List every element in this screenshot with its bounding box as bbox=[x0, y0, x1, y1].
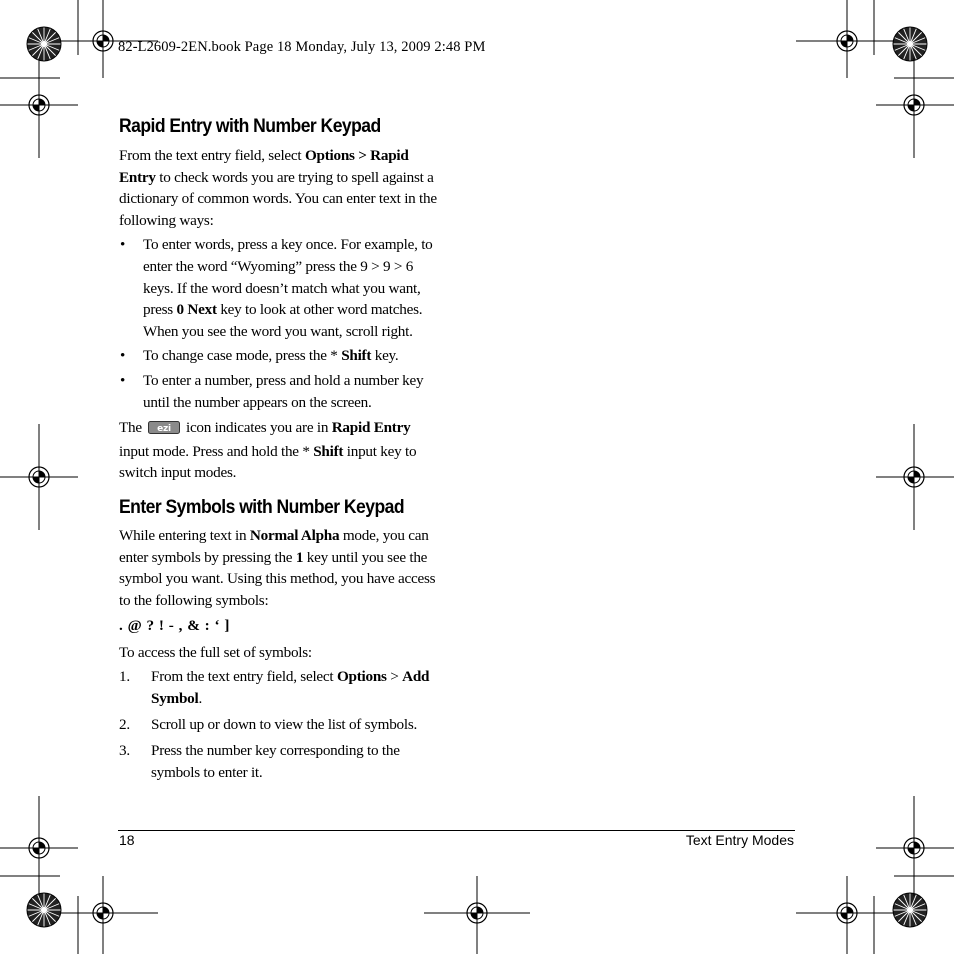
section-heading-rapid-entry: Rapid Entry with Number Keypad bbox=[119, 115, 381, 137]
step-item bbox=[119, 740, 441, 783]
step-text: . bbox=[198, 690, 202, 708]
note-text: The bbox=[119, 419, 146, 437]
page-number: 18 bbox=[119, 832, 135, 848]
mode-name: Normal Alpha bbox=[249, 526, 340, 544]
step-item bbox=[119, 666, 441, 709]
step-text: Scroll up or down to view the list of symbols. bbox=[151, 716, 418, 734]
footer-rule bbox=[118, 830, 795, 831]
ezi-icon bbox=[148, 419, 180, 441]
intro-text: to check words you are trying to spell against a dictionary of common words. You can enter text in the following ways: bbox=[119, 168, 437, 229]
intro-text: While entering text in bbox=[119, 526, 250, 544]
menu-item-name: Add Symbol bbox=[151, 668, 430, 708]
access-text: To access the full set of symbols: bbox=[119, 643, 312, 661]
rapid-entry-bullets bbox=[119, 234, 441, 413]
section-heading-symbols: Enter Symbols with Number Keypad bbox=[119, 495, 405, 518]
main-content bbox=[119, 113, 441, 788]
step-item bbox=[119, 714, 441, 736]
bullet-text: key to look at other word matches. When you see the word you want, scroll right. bbox=[143, 301, 423, 340]
ezi-icon-label: ezi bbox=[157, 424, 172, 435]
step-text: From the text entry field, select bbox=[151, 668, 337, 686]
list-item bbox=[119, 370, 441, 413]
rapid-entry-intro bbox=[119, 145, 441, 231]
symbol-steps bbox=[119, 666, 441, 783]
chapter-title: Text Entry Modes bbox=[685, 832, 794, 848]
note-text: input mode. Press and hold the * bbox=[119, 442, 314, 460]
key-name: Shift bbox=[341, 347, 372, 365]
list-item bbox=[119, 234, 441, 342]
menu-path: Options > Rapid Entry bbox=[119, 147, 409, 186]
note-text: icon indicates you are in bbox=[182, 419, 332, 437]
mode-name: Rapid Entry bbox=[331, 419, 411, 437]
symbols-intro bbox=[119, 525, 441, 611]
key-name: 1 bbox=[295, 548, 304, 566]
note-text: input key to switch input modes. bbox=[119, 442, 417, 482]
step-number: 2. bbox=[119, 716, 130, 734]
intro-text: From the text entry field, select bbox=[119, 147, 305, 164]
step-number: 3. bbox=[119, 742, 130, 760]
step-number: 1. bbox=[119, 668, 130, 686]
menu-item-name: Options bbox=[336, 668, 387, 686]
bullet-text: To enter a number, press and hold a number key until the number appears on the screen. bbox=[143, 371, 424, 411]
bullet-text: key. bbox=[371, 347, 399, 365]
print-slug: 82-L2609-2EN.book Page 18 Monday, July 13, 2009 2:48 PM bbox=[118, 39, 486, 55]
list-item bbox=[119, 345, 441, 367]
symbol-list: . @ ? ! - , & : ‘ ] bbox=[119, 617, 230, 635]
key-name: 0 Next bbox=[176, 301, 217, 319]
intro-text: key until you see the symbol you want. Using this method, you have access to the following symbols: bbox=[119, 548, 436, 609]
bullet-text: To enter words, press a key once. For example, to enter the word “Wyoming” press the 9 > 9 > 6 keys. If the word doesn’t match what you want, press bbox=[143, 236, 433, 319]
intro-text: mode, you can enter symbols by pressing the bbox=[119, 526, 429, 566]
bullet-text: To change case mode, press the * bbox=[143, 347, 342, 365]
step-text: Press the number key corresponding to the symbols to enter it. bbox=[151, 742, 400, 781]
rapid-entry-icon-note bbox=[119, 417, 441, 484]
step-text: > bbox=[386, 668, 403, 686]
key-name: Shift bbox=[313, 442, 344, 460]
